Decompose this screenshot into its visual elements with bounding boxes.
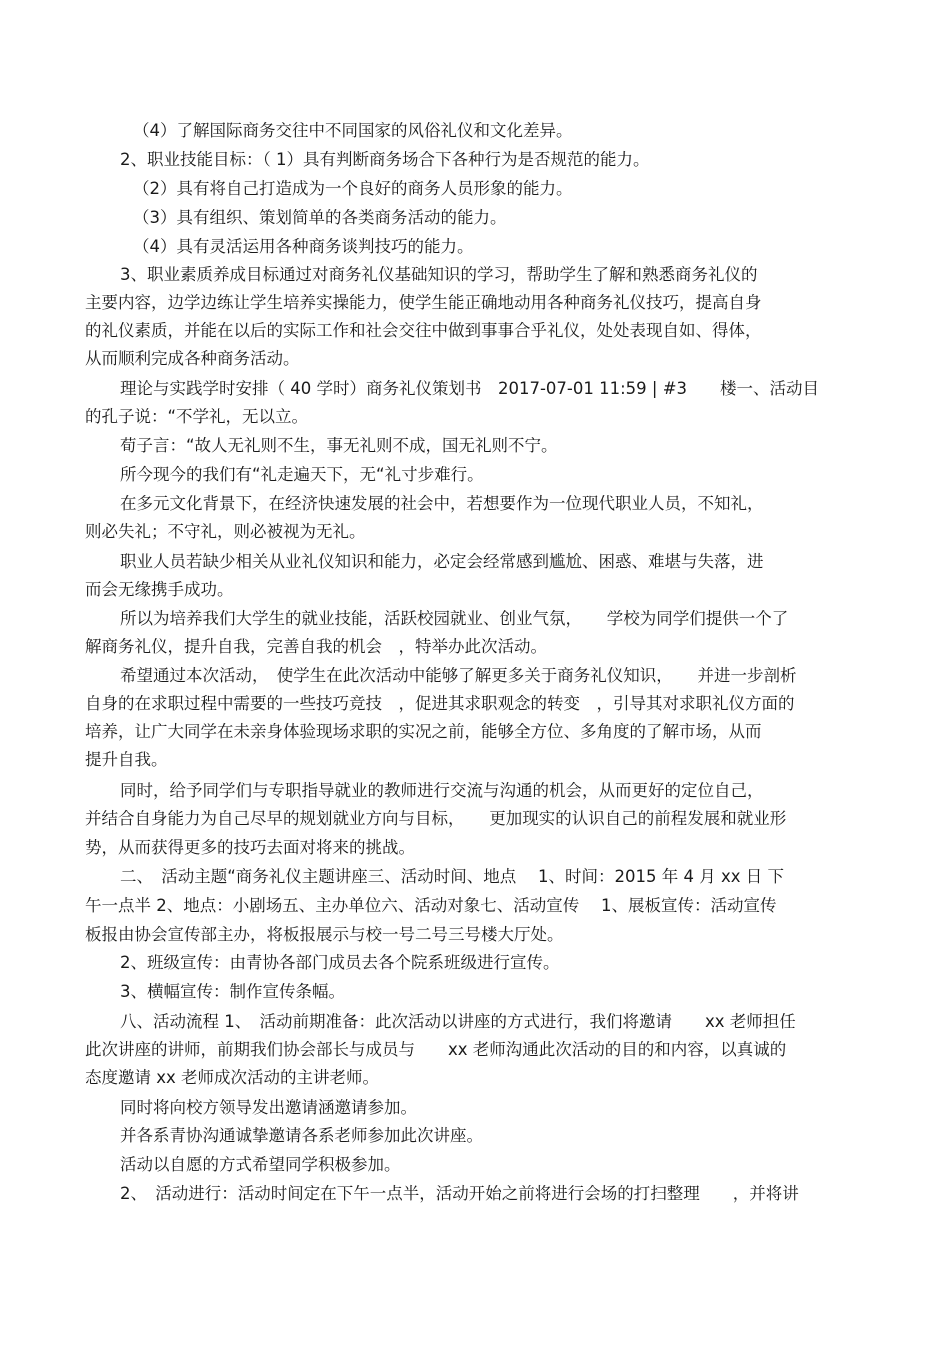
- text-line: 八、活动流程 1、 活动前期准备：此次活动以讲座的方式进行，我们将邀请 xx 老师担任: [120, 1012, 796, 1031]
- text-line: 态度邀请 xx 老师成次活动的主讲老师。: [85, 1068, 380, 1087]
- text-line: 的孔子说：“不学礼，无以立。: [85, 407, 309, 426]
- text-line: （2）具有将自己打造成为一个良好的商务人员形象的能力。: [133, 179, 573, 198]
- text-line: 午一点半 2、地点：小剧场五、主办单位六、活动对象七、活动宣传 1、展板宣传：活动宣传: [85, 896, 777, 915]
- text-line: 在多元文化背景下，在经济快速发展的社会中，若想要作为一位现代职业人员，不知礼，: [120, 494, 764, 513]
- text-line: 从而顺利完成各种商务活动。: [85, 349, 300, 368]
- text-line: 解商务礼仪，提升自我，完善自我的机会 ，特举办此次活动。: [85, 637, 547, 656]
- text-line: 则必失礼；不守礼，则必被视为无礼。: [85, 522, 366, 541]
- text-line: 3、职业素质养成目标通过对商务礼仪基础知识的学习，帮助学生了解和熟悉商务礼仪的: [120, 265, 758, 284]
- text-line: 同时，给予同学们与专职指导就业的教师进行交流与沟通的机会，从而更好的定位自己，: [120, 781, 764, 800]
- text-line: 所今现今的我们有“礼走遍天下，无“礼寸步难行。: [120, 465, 484, 484]
- text-line: 二、 活动主题“商务礼仪主题讲座三、活动时间、地点 1、时间：2015 年 4 月 xx 日 下: [120, 867, 785, 886]
- text-line: 并结合自身能力为自己尽早的规划就业方向与目标， 更加现实的认识自己的前程发展和就业形: [85, 809, 787, 828]
- text-line: 提升自我。: [85, 750, 168, 769]
- text-line: （3）具有组织、策划简单的各类商务活动的能力。: [133, 208, 507, 227]
- text-line: 此次讲座的讲师，前期我们协会部长与成员与 xx 老师沟通此次活动的目的和内容，以真诚的: [85, 1040, 787, 1059]
- text-line: 理论与实践学时安排（ 40 学时）商务礼仪策划书 2017-07-01 11:59 | #3 楼一、活动目: [120, 379, 820, 398]
- text-line: 自身的在求职过程中需要的一些技巧竞技 ，促进其求职观念的转变 ，引导其对求职礼仪方面的: [85, 694, 795, 713]
- text-line: 板报由协会宣传部主办，将板报展示与校一号二号三号楼大厅处。: [85, 925, 564, 944]
- text-line: （4）具有灵活运用各种商务谈判技巧的能力。: [133, 237, 474, 256]
- text-line: （4）了解国际商务交往中不同国家的风俗礼仪和文化差异。: [133, 121, 573, 140]
- text-line: 荀子言：“故人无礼则不生，事无礼则不成，国无礼则不宁。: [120, 436, 558, 455]
- text-line: 同时将向校方领导发出邀请涵邀请参加。: [120, 1098, 417, 1117]
- text-line: 2、职业技能目标：（ 1）具有判断商务场合下各种行为是否规范的能力。: [120, 150, 650, 169]
- text-line: 的礼仪素质，并能在以后的实际工作和社会交往中做到事事合乎礼仪，处处表现自如、得体，: [85, 321, 762, 340]
- text-line: 而会无缘携手成功。: [85, 580, 234, 599]
- text-line: 希望通过本次活动， 使学生在此次活动中能够了解更多关于商务礼仪知识， 并进一步剖析: [120, 666, 797, 685]
- text-line: 所以为培养我们大学生的就业技能，活跃校园就业、创业气氛， 学校为同学们提供一个了: [120, 609, 789, 628]
- text-line: 3、横幅宣传：制作宣传条幅。: [120, 982, 345, 1001]
- text-line: 并各系青协沟通诚挚邀请各系老师参加此次讲座。: [120, 1126, 483, 1145]
- text-line: 势，从而获得更多的技巧去面对将来的挑战。: [85, 838, 415, 857]
- text-line: 主要内容，边学边练让学生培养实操能力，使学生能正确地动用各种商务礼仪技巧，提高自身: [85, 293, 762, 312]
- text-line: 2、 活动进行：活动时间定在下午一点半，活动开始之前将进行会场的打扫整理 ，并将讲: [120, 1184, 799, 1203]
- text-line: 培养，让广大同学在未亲身体验现场求职的实况之前，能够全方位、多角度的了解市场，从而: [85, 722, 762, 741]
- text-line: 2、班级宣传：由青协各部门成员去各个院系班级进行宣传。: [120, 953, 560, 972]
- text-line: 活动以自愿的方式希望同学积极参加。: [120, 1155, 401, 1174]
- text-line: 职业人员若缺少相关从业礼仪知识和能力，必定会经常感到尴尬、困惑、难堪与失落，进: [120, 552, 764, 571]
